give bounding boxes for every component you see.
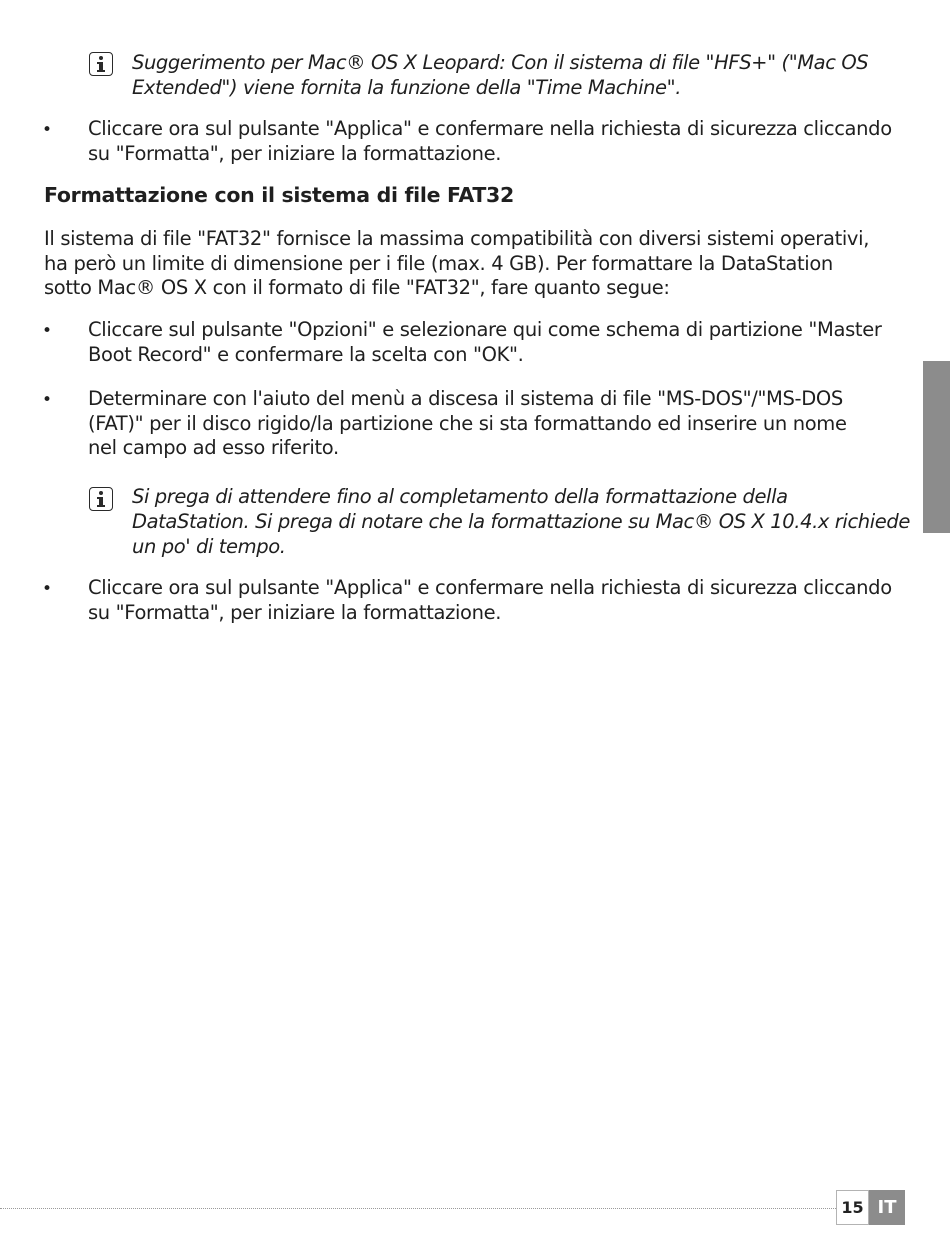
intro-paragraph: [44, 227, 914, 301]
bullet-options-mbr: [88, 318, 918, 367]
info-icon: [89, 487, 113, 511]
bullet-line: su "Formatta", per iniziare la formattazione.: [88, 600, 502, 624]
note-line: un po' di tempo.: [132, 535, 286, 558]
bullet-marker: •: [42, 321, 53, 341]
note-line: DataStation. Si prega di notare che la formattazione su Mac® OS X 10.4.x richiede: [132, 510, 910, 533]
bullet-marker: •: [42, 390, 53, 410]
paragraph-line: sotto Mac® OS X con il formato di file "FAT32", fare quanto segue:: [44, 276, 670, 300]
bullet-apply-format-2: [88, 576, 918, 625]
info-glyph-icon: [94, 55, 108, 73]
info-note-wait: [132, 484, 912, 559]
bullet-line: su "Formatta", per iniziare la formattazione.: [88, 141, 502, 165]
bullet-marker: •: [42, 120, 53, 140]
bullet-line: Determinare con l'aiuto del menù a discesa il sistema di file "MS-DOS"/"MS-DOS: [88, 387, 843, 410]
paragraph-line: Il sistema di file "FAT32" fornisce la massima compatibilità con diversi sistemi operativi,: [44, 227, 870, 250]
note-line: Si prega di attendere fino al completamento della formattazione della: [132, 485, 788, 508]
language-badge: IT: [869, 1190, 905, 1225]
bullet-line: nel campo ad esso riferito.: [88, 436, 339, 460]
bullet-line: Cliccare sul pulsante "Opzioni" e selezionare qui come schema di partizione "Master: [88, 318, 882, 341]
bullet-line: Boot Record" e confermare la scelta con "OK".: [88, 342, 524, 366]
note-line: Extended") viene fornita la funzione della "Time Machine".: [132, 76, 682, 99]
info-note-leopard: [132, 50, 912, 100]
bullet-marker: •: [42, 579, 53, 599]
bullet-apply-format: [88, 117, 918, 166]
info-glyph-icon: [94, 490, 108, 508]
bullet-line: (FAT)" per il disco rigido/la partizione che si sta formattando ed inserire un nome: [88, 411, 847, 435]
chapter-side-tab: [923, 361, 950, 533]
page-number: 15: [836, 1190, 869, 1225]
footer-dotted-rule: [0, 1208, 836, 1209]
note-line: Suggerimento per Mac® OS X Leopard: Con il sistema di file "HFS+" ("Mac OS: [132, 51, 869, 74]
bullet-msdos-select: [88, 387, 918, 461]
bullet-line: Cliccare ora sul pulsante "Applica" e confermare nella richiesta di sicurezza cliccando: [88, 576, 892, 599]
section-heading: Formattazione con il sistema di file FAT32: [44, 183, 514, 207]
info-icon: [89, 52, 113, 76]
paragraph-line: ha però un limite di dimensione per i file (max. 4 GB). Per formattare la DataStation: [44, 251, 833, 275]
bullet-line: Cliccare ora sul pulsante "Applica" e confermare nella richiesta di sicurezza cliccando: [88, 117, 892, 140]
